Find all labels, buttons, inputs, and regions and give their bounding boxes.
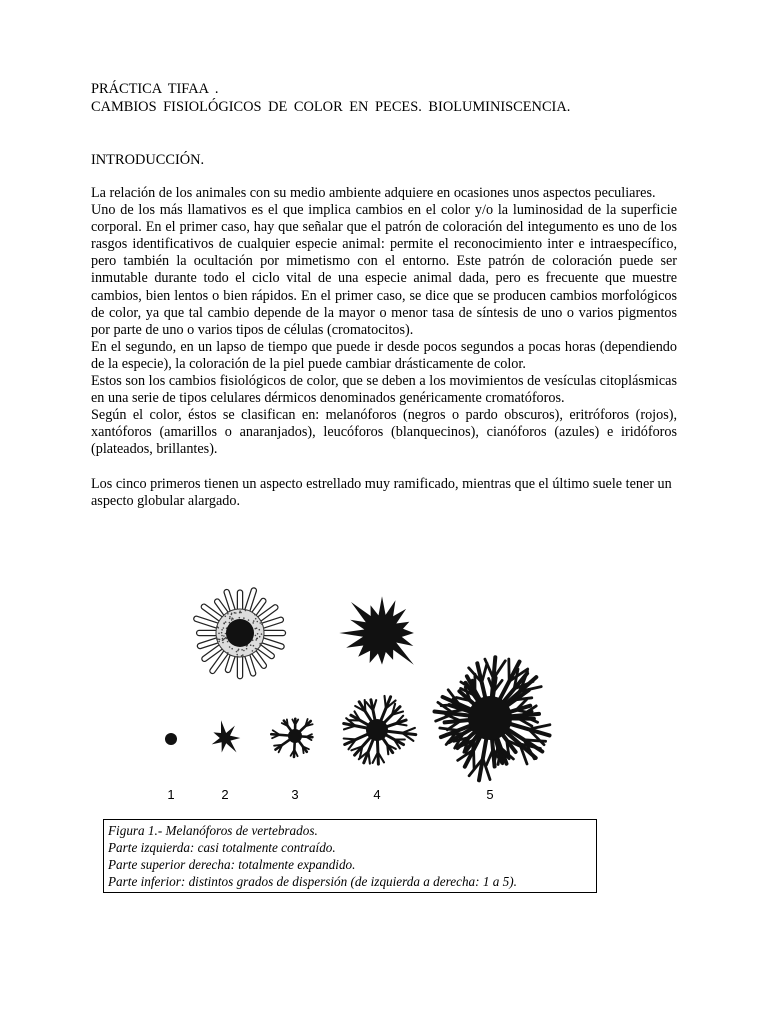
caption-line: Parte izquierda: casi totalmente contraído. [108,840,336,855]
stage-3-cell [271,719,312,757]
stage-label-1: 1 [167,787,175,802]
caption-line: Figura 1.- Melanóforos de vertebrados. [108,823,318,838]
stage-2-cell [212,720,241,752]
document-header [91,80,691,116]
stage-1-cell [165,733,177,745]
caption-line: Parte inferior: distintos grados de dispersión (de izquierda a derecha: 1 a 5). [108,874,517,889]
paragraph: La relación de los animales con su medio ambiente adquiere en ocasiones unos aspectos peculiares. [91,185,656,201]
paragraph: Según el color, éstos se clasifican en: melanóforos (negros o pardo obscuros), eritróforos (rojos), xantóforos (amarillos o anaranjados), leucóforos (blanquecinos), cianóforos (azules) e iridóforos (plateados, brillantes). [91,407,677,458]
body-text [91,185,677,510]
paragraph: Estos son los cambios fisiológicos de color, que se deben a los movimientos de vesículas citoplásmicas en una serie de tipos celulares dérmicos denominados genéricamente cromatóforos. [91,373,677,407]
stage-label-2: 2 [221,787,229,802]
stage-4-cell [344,696,416,764]
caption-line: Parte superior derecha: totalmente expandido. [108,857,356,872]
expanded-melanophore [339,596,414,665]
paragraph: En el segundo, en un lapso de tiempo que puede ir desde pocos segundos a pocas horas (dependiendo de la especie), la coloración de la piel puede cambiar drásticamente de color. [91,338,677,372]
melanophore-illustration [150,585,570,810]
paragraph: Uno de los más llamativos es el que implica cambios en el color y/o la luminosidad de la superficie corporal. En el primer caso, hay que señalar que el patrón de coloración del integumento es uno de los rasgos identificativos de cualquier especie animal: permite el reconocimiento inter e intraespecífico, pero también la ocultación por mimetismo con el entorno. Este patrón de coloración puede ser inmutable durante todo el ciclo vital de una especie animal dada, pero es frecuente que muestre cambios, bien lentos o bien rápidos. En el primer caso, se dice que se producen cambios morfológicos de color, ya que tal cambio depende de la mayor o menor tasa de síntesis de uno o varios pigmentos por parte de uno o varios tipos de células (cromatocitos). [91,202,677,338]
figure-caption [103,819,597,893]
stage-label-5: 5 [486,787,494,802]
stage-label-3: 3 [291,787,299,802]
contracted-melanophore [196,591,283,677]
stage-5-cell [435,657,550,780]
section-heading: INTRODUCCIÓN. [91,152,205,168]
paragraph: Los cinco primeros tienen un aspecto estrellado muy ramificado, mientras que el último suele tener un aspecto globular alargado. [91,475,672,509]
melanophore-figure [150,585,570,810]
practice-title: PRÁCTICA TIFAA . [91,81,219,97]
document-subtitle: CAMBIOS FISIOLÓGICOS DE COLOR EN PECES. BIOLUMINISCENCIA. [91,99,571,115]
stage-label-4: 4 [373,787,381,802]
